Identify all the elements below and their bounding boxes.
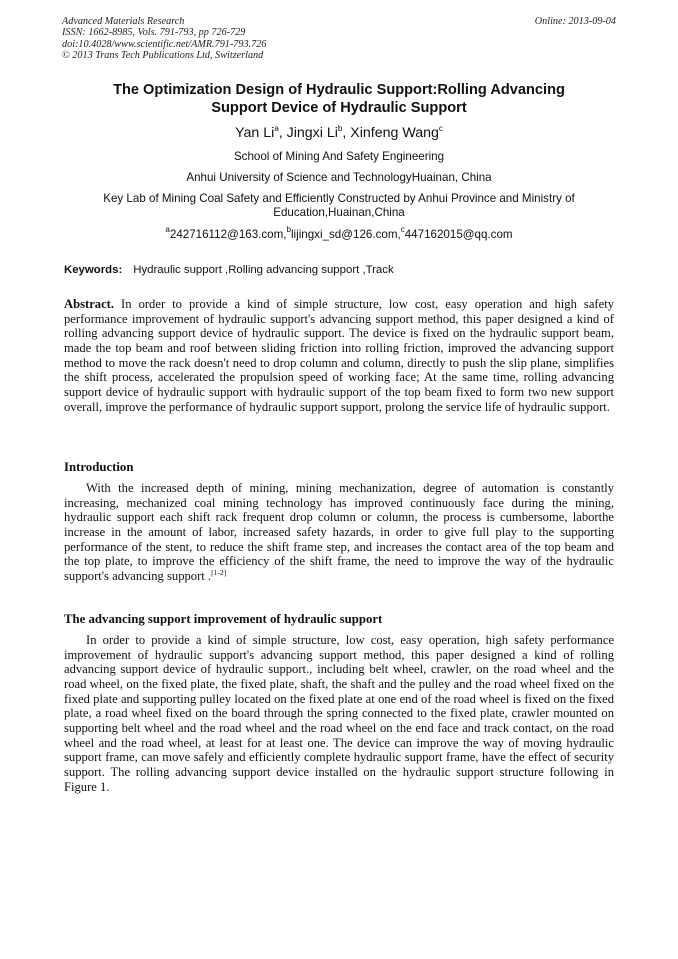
journal-doi[interactable]: doi:10.4028/www.scientific.net/AMR.791-793.726 <box>62 38 267 50</box>
affiliation-university: Anhui University of Science and TechnologyHuainan, China <box>186 171 492 184</box>
keywords-label: Keywords: <box>64 264 123 276</box>
title-line-2: Support Device of Hydraulic Support <box>211 99 467 116</box>
journal-header <box>62 16 266 62</box>
citation-ref[interactable]: [1-2] <box>211 567 227 577</box>
abstract-paragraph <box>64 297 614 414</box>
email-link[interactable]: 242716112@163.com <box>169 228 284 241</box>
email-link[interactable]: 447162015@qq.com <box>404 228 513 241</box>
introduction-heading: Introduction <box>64 460 134 474</box>
author-list <box>64 124 614 142</box>
author-name: Yan Li <box>235 125 275 141</box>
affiliation-lab: Key Lab of Mining Coal Safety and Efficiently Constructed by Anhui Province and Ministry of Education,Huainan,China <box>103 192 575 219</box>
journal-name: Advanced Materials Research <box>62 16 185 27</box>
email-mark: c <box>400 225 405 234</box>
advancing-text: In order to provide a kind of simple structure, low cost, easy operation, high safety performance improvement of hydraulic support's advancing support method, this paper designed a kind of rolling advancing support device of hydraulic support., including belt wheel, crawler, on the road wheel and the road wheel, on the fixed plate, the fixed plate, shaft, the shaft and the pulley and the road wheel fixed on the fixed plate and supporting pulley located on the fixed plate at one end of the road wheel is fixed on the fixed plate, a road wheel fixed on the board through the spring connected to the fixed plate, crawler mounted on supporting belt wheel and the road wheel and the road wheel on the end face and track contact, on the road wheel and the road wheel, at least for at least one. The device can improve the way of moving hydraulic support frame, can move safely and efficiently complete hydraulic support frame, have the effect of security support. The rolling advancing support device installed on the hydraulic support structure following in Figure 1. <box>64 633 614 794</box>
author-separator: , <box>278 125 287 141</box>
author-separator: , <box>342 125 351 141</box>
abstract-text: In order to provide a kind of simple structure, low cost, easy operation and high safety performance improvement of hydraulic support's advancing support method, this paper designed a kind of rolling advancing support device of hydraulic support. The device is fixed on the hydraulic support beam, made the top beam and roof between sliding friction into rolling friction, improved the advancing support method to move the rack doesn't need to drop column and column, directly to push the slip plane, simplifies the shift process, accelerated the propulsion speed of working face; At the same time, rolling advancing support device of hydraulic support with hydraulic support of the top beam fixed to form two new support overall, improve the performance of hydraulic support support, prolong the service life of hydraulic support. <box>64 297 614 414</box>
title-line-1: The Optimization Design of Hydraulic Support:Rolling Advancing <box>113 82 565 98</box>
keywords-text: Hydraulic support ,Rolling advancing support ,Track <box>133 264 394 276</box>
email-link[interactable]: lijingxi_sd@126.com <box>290 228 398 241</box>
author-emails <box>64 225 614 242</box>
email-mark: a <box>165 225 170 234</box>
email-separator: , <box>397 228 401 241</box>
abstract-label: Abstract. <box>64 297 115 311</box>
advancing-paragraph <box>64 633 614 794</box>
author-name: Xinfeng Wang <box>350 125 439 141</box>
journal-copyright: © 2013 Trans Tech Publications Ltd, Switzerland <box>62 50 264 62</box>
advancing-heading: The advancing support improvement of hydraulic support <box>64 612 383 626</box>
author-mark: b <box>337 124 343 133</box>
author-mark: c <box>438 124 443 133</box>
introduction-paragraph <box>64 481 614 584</box>
author-mark: a <box>274 124 279 133</box>
keywords <box>64 263 394 277</box>
paper-title <box>64 82 614 117</box>
journal-issn: ISSN: 1662-8985, Vols. 791-793, pp 726-729 <box>62 27 246 39</box>
email-mark: b <box>286 225 291 234</box>
introduction-text: With the increased depth of mining, mining mechanization, degree of automation is constantly increasing, mechanized coal mining technology has improved continuously face during the mining, hydraulic support each shift rack frequent drop column or column, the process is cumbersome, laborthe increase in the amount of labor, increased safety hazards, in order to give full play to the supporting performance of the stent, to reduce the shift frame step, and increases the contact area of the top beam and the top plate, to improve the efficiency of the shift frame, the need to improve the way of the hydraulic support's advancing support . <box>64 481 614 583</box>
email-separator: , <box>283 228 287 241</box>
affiliation-school: School of Mining And Safety Engineering <box>233 150 445 163</box>
author-name: Jingxi Li <box>286 125 338 141</box>
online-date: Online: 2013-09-04 <box>534 16 616 27</box>
